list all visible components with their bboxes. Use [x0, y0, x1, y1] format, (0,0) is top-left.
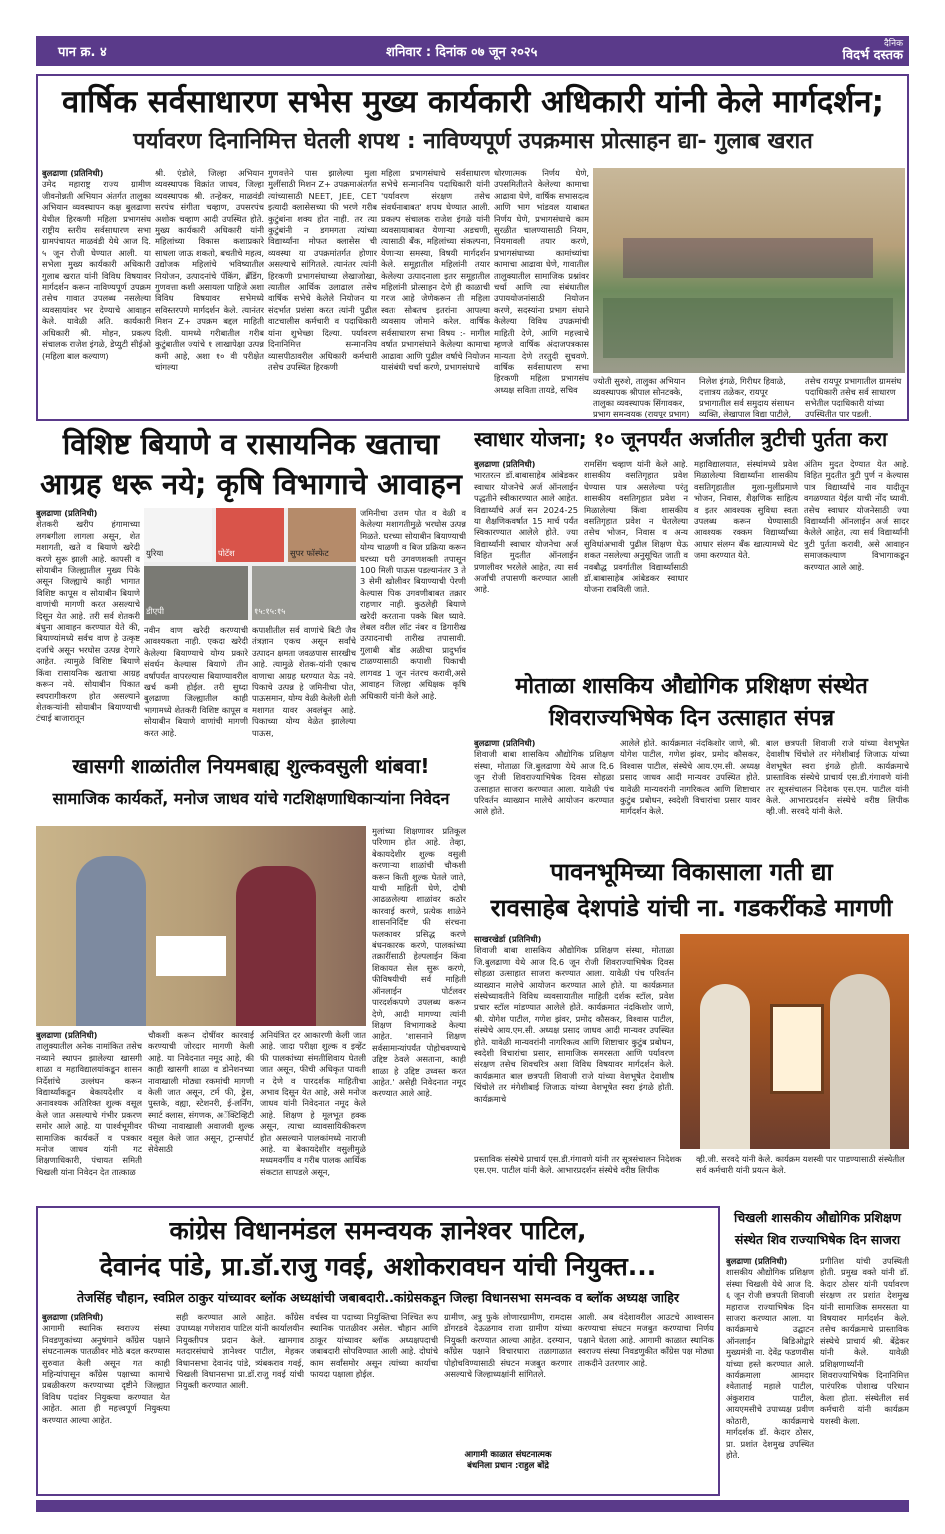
story-fees-col-1	[36, 1030, 142, 1181]
story-seeds-col-2: नवीन वाण खरेदी करण्याची आवश्यकता नाही. एकदा खरेदी केलेल्या बियाण्याचे योग्य प्रकारे संवर्धन केल्यास बियाणे तीन वर्षांपर्यंत वापरल्यास बियाण्यावरील खर्च कमी होईल. तरी सुध्दा बुलढाणा जिल्ह्यातील काही भागामध्ये शेतकरी विशिष्ट कापूस व सोयाबीन बियाणे वाणांची मागणी करत आहे.	[144, 625, 248, 738]
column-text: शिवाजी बाबा शासकिय औद्योगिक प्रशिक्षण संस्था, मोताळा जि.बुलढाणा येथे आज दि.6 जून रोजी शिवराज्याभिषेक दिवस सोहळा उत्साहात साजरा करण्यात आला. यावेळी पंच परिवर्तन व्याख्यान मालेचे आयोजन करण्यात आले होते. या कार्यक्रमात संस्थेच्यावतीने विविध व्यवसायातील माहिती दर्शक स्टॉल, प्रवेश प्रचार स्टॉल मांडण्यात आलेले होते. कार्यक्रमात नंदकिशोर जाणे, श्री. योगेश पाटील, गणेश झंवर, प्रमोद कौसकर, विश्वास पाटील, संस्थेचे आय.एम.सी. अध्यक्ष प्रसाद जाधव आदी मान्यवर उपस्थित होते. यावेळी मान्यवरांनी नागरिकत्व आणि शिष्टाचार कुटुंब प्रबोधन, स्वदेशी विचारांचा प्रसार, सामाजिक समरसता आणि पर्यावरण संरक्षण तसेच शिवचरित्र अशा विविध विषयावर मार्गदर्शन केले. कार्यक्रमात बाल छत्रपती शिवाजी राजे यांच्या वेशभूषेत देवाशीष चिंचोले तर मंगेशीबाई जिजाऊ यांच्या वेशभूषेत स्वरा इंगळे होती. कार्यक्रमाचे	[474, 945, 674, 1104]
image-label: १५:१५:१५	[254, 606, 286, 616]
story-chikhli-iti	[726, 1206, 909, 1496]
story-agm-col-5: धोरणात्मक निर्णय घेणे, उपसमितीतने केलेल्या कामाचा आढावा घेणे, वार्षिक सभासदत्व आणि भाग भांडवल याबाबत निर्णय घेणे, प्रभागसंघाचे काम सुरळीत चालण्यासाठी नियम, नियमावली तयार करणे, प्रभागसंघाच्या कामांच्यांचा कामाचा आढावा घेणे, गावातील तालुक्यातील सामाजिक प्रश्नांवर चर्चा आणि त्या संबंधातील उपाययोजनांसाठी नियोजन करणे, सदस्यांना प्रभाग संघाने केलेल्या विविध उपक्रमांची माहिती देणे, आणि महत्त्वाचे म्हणजे वार्षिक अंदाजपत्रकास मान्यता देणे तरतुदी सुचवणे. वार्षिक सर्वसाधारण सभा हिरकणी महिला प्रभागसंघ अध्यक्ष सविता तायडे, सचिव	[494, 168, 589, 395]
column-text: उमेद महाराष्ट्र राज्य ग्रामीण जीवनोन्नती अभियान अंतर्गत तालुका अभियान व्यवस्थापन कक्ष बुलढाणा येथील हिरकणी महिला प्रभागसंघ राष्ट्रीय स्तरीय सर्वसाधारण सभा ग्रामपंचायत माळवंडी येथे आज दि. ५ जून रोजी घेण्यात आली. या सभेला मुख्य कार्यकारी अधिकारी गुलाब खरात यांनी विविध विषयावर मार्गदर्शन करून नाविण्यपूर्ण उपक्रम तसेच गावात उपलब्ध नसलेल्या व्यवसायांवर भर देण्याचे आवाहन केले. यावेळी अति. कार्यकारी अधिकारी श्री. मोहन, प्रकल्प संचालक राजेश इंगळे, डेप्युटी सीईओ (महिला बाल कल्याण)	[42, 179, 151, 361]
masthead-logo	[842, 38, 903, 62]
story-fees-headline-2: सामाजिक कार्यकर्ते, मनोज जाधव यांचे गटशिक्षणाधिकाऱ्यांना निवेदन	[52, 789, 450, 808]
dateline: बुलढाणा (प्रतिनिधी)	[474, 459, 536, 469]
urea-image	[144, 508, 212, 562]
story-congress-col-1	[42, 1312, 170, 1490]
dateline: बुलढाणा (प्रतिनिधी)	[474, 738, 536, 748]
story-swadhar-col-2: रामसिंग चव्हाण यांनी केले आहे. शासकीय वसतिगृहात प्रवेश घेण्यास पात्र असलेल्या परंतु शासकीय वसतिगृहात प्रवेश न मिळालेल्या किंवा शासकीय वसतिगृहात प्रवेश न घेतलेल्या तसेच भोजन, निवास व अन्य सुविधांअभावी पुढील शिक्षण घेऊ शकत नसलेल्या अनुसूचित जाती व नवबौद्ध प्रवर्गातील विद्यार्थ्यांसाठी डॉ.बाबासाहेब आंबेडकर स्वाधार योजना राबविली जाते.	[584, 459, 688, 595]
photo-floor	[603, 298, 893, 358]
story-motala-col-1	[474, 738, 614, 844]
story-gadkari-headline-1: पावनभूमिच्या विकासाला गती द्या	[550, 858, 833, 886]
story-congress-col-2: सही करण्यात आले आहेत. काँग्रेस उपाध्यक्ष गणेशराव पाटिल यांनी कार्यालयीन नियुक्तीपत्र प्रदान केले. खामगाव मतदारसंघाचे ज्ञानेश्वर पाटील, मेहकर विधानसभा देवानंद पांडे, त्र्यंबकराव गवई, चिखली विधानसभा प्रा.डॉ.राजु गवई यांची नियुक्ती करण्यात आली.	[176, 1312, 304, 1391]
gadkari-caption-2: व्ही.जी. सरवदे यांनी केले. कार्यक्रम यशस्वी पार पाडण्यासाठी संस्थेतील सर्व कर्मचारी यांनी प्रयत्न केले.	[696, 1154, 905, 1175]
photo-person-2	[830, 974, 890, 1149]
story-chikhli-headline-2: संस्थेत शिव राज्याभिषेक दिन साजरा	[734, 1232, 901, 1247]
page-header-band	[36, 36, 909, 66]
dap-image	[144, 566, 248, 620]
story-fees-col-2: चौकशी करून दोषींवर कारवाई करण्याची जोरदार मागणी केली आहे. या निवेदनात नमूद आहे, की काही खासगी शाळा व डोनेशनच्या नावाखाली मोठ्या रकमांची मागणी केली जात असून, टर्म फी, ड्रेस, पुस्तके, वह्या, स्टेशनरी, ई-लर्निंग, स्मार्ट क्लास, संगणक, अॅक्टिव्हिटी फीच्या नावाखाली अवाजवी शुल्क वसूल केले जात असून, ट्रान्सपोर्ट सेवेसाठी	[148, 1030, 254, 1155]
gadkari-photo	[680, 934, 909, 1149]
note-body: बंधनिला प्रधान :राहुल बोंद्रे	[467, 1461, 549, 1471]
story-chikhli-headline-1: चिखली शासकीय औद्योगिक प्रशिक्षण	[733, 1210, 902, 1225]
story-swadhar-headline: स्वाधार योजना; १० जूनपर्यंत अर्जातील त्रुटीची पुर्तता करा	[474, 427, 888, 451]
photo-person-1	[700, 984, 750, 1149]
story-agm-box	[36, 74, 909, 421]
story-fees-headline-1: खासगी शाळांतील नियमबाह्य शुल्कवसुली थांबवा!	[72, 754, 430, 778]
story-motala-headline-1: मोताळा शासकिय औद्योगिक प्रशिक्षण संस्थेत	[515, 674, 868, 699]
agm-caption-2: निलेश इंगळे, गिरीधर हिवाळे, दत्तात्रय तळेकर, रायपूर प्रभागातील सर्व समुदाय संसाधन व्यक्ति, लेखापाल विद्या पाटीले,	[699, 376, 795, 418]
story-agm-col-3: गुणवत्तेने पास झालेल्या मुला मुलींसाठी मिशन Z+ उपक्रमाअंतर्गत त्यांच्यासाठी NEET, JEE, CET इत्यादी क्लासेसच्या फी भरणे गरीब कुटुंबांना शक्य होत नाही. तर त्या कुटुंबांनी न डगमगता त्यांच्या विद्यार्थ्यांना मोफत क्लासेस ची व्यवस्था या उपक्रमांतर्गत होणार असल्याचे सांगितले. त्यानंतर त्यांनी हिरकणी प्रभागसंघाच्या लेखाजोखा, त्यातील आर्थिक उलाढाल तसेच वार्षिक सभेचे केलेले नियोजन या संदर्भात प्रशंसा करत त्यांनी पुढील वाटचालीस कर्मचारी व पदाधिकारी यांना शुभेच्छा दिल्या. पर्यावरण दिनानिमित्त सन्माननिय व्यासपीठावरील अधिकारी कर्मचारी तसेच उपस्थित हिरकणी	[268, 168, 377, 372]
story-swadhar-col-1	[474, 459, 578, 664]
page-date: शनिवार : दिनांक ०७ जून २०२५	[386, 45, 538, 60]
column-text: आगामी स्थानिक स्वराज्य संस्था निवडणुकांच्या अनुषंगाने काँग्रेस पक्षाने संघटनात्मक पातळीवर मोठे बदल करण्यास सुरुवात केली असून गत काही महिन्यांपासून काँग्रेस पक्षाच्या कामाचे प्रबळीकरण करण्याच्या दृष्टीने जिल्ह्यात विविध पदांवर नियुक्त्या करण्यात येत आहेत. आता ही महत्त्वपूर्ण नियुक्त्या करण्यात आल्या आहेत.	[42, 1323, 170, 1425]
column-text: शासकीय औद्योगिक प्रशिक्षण संस्था चिखली येथे आज दि. ६ जून रोजी छत्रपती शिवाजी महाराज राज्याभिषेक दिन साजरा करण्यात आला. या कार्यक्रमाचे उद्घाटन ऑनलाईन बिडिओद्वारे मुख्यमंत्री ना. देवेंद्र फडणवीस यांच्या हस्ते करण्यात आले. कार्यक्रमाला आमदार श्वेताताई महाले पाटील, अंकुशराव पाटील, आयएमसीचे उपाध्यक्ष प्रवीण कोठारी, कार्यक्रमाचे मार्गदर्शक डॉ. केदार ठोसर, प्रा. प्रशांत देशमुख उपस्थित होते.	[726, 1267, 814, 1460]
dateline: बुलढाणा (प्रतिनिधी)	[42, 1312, 104, 1322]
story-seeds-headline-1: विशिष्ट बियाणे व रासायनिक खताचा	[62, 427, 440, 461]
brand-tagline: दैनिक	[883, 39, 903, 49]
npk-image	[252, 566, 356, 620]
potash-image	[216, 508, 284, 562]
story-congress-headline-2: देवानंद पांडे, प्रा.डॉ.राजु गवई, अशोकरावघन यांची नियुक्त...	[99, 1252, 657, 1281]
column-text: शेतकरी खरीप हंगामाच्या लगबगीला लागला असून, शेत मशागती, खते व बियाणे खरेदी करणे सुरू झाली आहे. कापसी व सोयाबीन जिल्ह्यातील मुख्य पिके असून जिल्ह्याचे काही भागात विशिष्ट कापूस व सोयाबीन बियाणे वाणांची मागणी करत असल्याचे दिसून येत आहे. तरी सर्व शेतकरी बंधुना आवाहन करण्यात येते की, बियाण्यांमध्ये सर्वच वाण हे उत्कृष्ट दर्जाचे असून भरघोस उत्पन्न देणारे आहेत. त्यामुळे विशिष्ट बियाणे किंवा रासायनिक खताचा आग्रह करून नये. सोयाबीन पिकात स्वपरागीकरण होत असल्याने शेतकऱ्यांनी सोयाबीन बियाण्याची टंचाई बाजारातून	[36, 519, 140, 724]
story-swadhar	[474, 425, 909, 667]
story-agm-headline: वार्षिक सर्वसाधारण सभेस मुख्य कार्यकारी अधिकारी यांनी केले मार्गदर्शन;	[62, 84, 884, 120]
page-number: पान क्र. ४	[58, 45, 107, 60]
story-congress-col-3: वर्चस्व या पदाच्या नियुक्तिचा निश्चित रूप स्थानिक पातळीवर असेल. चौहान आणि ठाकूर यांच्यावर ब्लॉक अध्यक्षपदाची जबाबदारी सोपविण्यात आली आहे. दोघांचे काम सर्वांसमोर असून त्यांच्या कार्याचा फायदा पक्षाला होईल.	[310, 1312, 438, 1380]
story-agm-col-1	[42, 168, 151, 416]
story-congress-col-5: आली. अब वंदेशावरील आउटचे आश्वासन करण्याचा संघटन मजबुत करण्याचा निर्णय पक्षाने घेतला आहे. आगामी काळात स्थानिक स्वराज्य संस्था निवडणुकीत काँग्रेस पक्ष मोठ्या ताकदीने उतरणार आहे.	[578, 1312, 714, 1368]
image-label: डीएपी	[146, 606, 165, 616]
column-text: तालुक्यातील अनेक नामांकित तसेच नव्याने स्थापन झालेल्या खासगी शाळा व महाविद्यालयांकडून शासन निर्देशांचे उल्लंघन करून विद्यार्थ्यांकडून बेकायदेशीर व अनावश्यक अतिरिक्त शुल्क वसूल केले जात असल्याचे गंभीर प्रकरण समोर आले आहे. या पार्श्वभूमीवर सामाजिक कार्यकर्ते व पत्रकार मनोज जाधव यांनी गट शिक्षणाधिकारी, पंचायत समिती चिखली यांना निवेदन देत तात्काळ	[36, 1041, 142, 1177]
story-seeds	[36, 425, 466, 743]
photo-person-right	[236, 866, 316, 1026]
column-text: भारतरत्न डॉ.बाबासाहेब आंबेडकर स्वाधार योजनेचे अर्ज ऑनलाईन पद्धतीने स्वीकारण्यात आले आहेत. विद्यार्थ्यांचे अर्ज सन 2024-25 या शैक्षणिकवर्षात 15 मार्च पर्यंत स्विकारण्यात आलेले होते. ज्या विद्यार्थ्यांनी स्वाधार योजनेचा अर्ज विहित मुदतीत ऑनलाईन प्रणालीवर भरलेले आहेत, त्या सर्व अर्जांची तपासणी करण्यात आली आहे.	[474, 470, 578, 595]
story-motala-iti	[474, 672, 909, 847]
story-chikhli-col-2: प्रगीतिश यांची उपस्थिती होती. प्रमुख वक्ते यांनी डॉ. केदार ठोसर यांनी पर्यावरण संरक्षण तर प्रशांत देशमुख यांनी सामाजिक समरसता या विषयावर मार्गदर्शन केले. तसेच कार्यक्रमाचे प्रास्ताविक संस्थेचे प्राचार्य श्री. बेंद्रेकर यांनी केले. यावेळी प्रशिक्षणार्थ्यांनी शिवराज्याभिषेक दिनानिमित्त पारंपरिक पोशाख परिधान केला होता. संस्थेतील सर्व कर्मचारी यांनी कार्यक्रम यशस्वी केला.	[820, 1256, 909, 1426]
story-congress-headline-1: कांग्रेस विधानमंडल समन्वयक ज्ञानेश्वर पाटिल,	[169, 1216, 587, 1245]
story-congress-box	[36, 1206, 720, 1496]
agm-meeting-photo	[593, 168, 905, 373]
story-motala-headline-2: शिवराज्यभिषेक दिन उत्साहात संपन्न	[548, 706, 835, 731]
note-title: आगामी काळात संघटनात्मक	[464, 1450, 552, 1460]
story-agm-col-4: महिला प्रभागसंघाचे सर्वसाधारण सभेचे सन्माननिय पदाधिकारी यांनी 'पर्यावरण संरक्षण तसेच संवर्धनाबाबत' शपथ घेण्यात आली. प्रकल्प संचालक राजेश इंगळे यांनी व्यवसायाबाबत येणाऱ्या अडचणी, त्यासाठी बँक, महिलांच्या संकल्पना, येणाऱ्या समस्या, विषयी मार्गदर्शन केले. समूहातील महिलांनी तयार केलेल्या उत्पादनाला इतर समूहातील महिलांनी प्रोत्साहन देणे ही काळाची गरज आहे जेणेकरून ती महिला स्वतः सोबतच इतरांना आपल्या व्यवसाय जोमाने करेल. वार्षिक सर्वसाधारण सभा विषय :- मागील वर्षात प्रभागसंघाने केलेल्या कामाचा आढावा आणि पुढील वर्षाचे नियोजन यासंबंधी चर्चा करणे, प्रभागसंघाचे	[381, 168, 490, 372]
story-fees-col-3: अनियंत्रित दर आकारणी केली जात आहे. जादा परीक्षा शुल्क व इव्हेंट फी पालकांच्या संमतीशिवाय घेतली जात असून, फीची अधिकृत पावती न देणे व पारदर्शक माहितीचा अभाव दिसून येत आहे, असे मनोज जाधव यांनी निवेदनात नमूद केले आहे. शिक्षण हे मूलभूत हक्क असून, त्याचा व्यावसायिकीकरण होत असल्याने पालकांमध्ये नाराजी आहे. या बेकायदेशीर वसुलीमुळे मध्यमवर्गीय व गरीब पालक आर्थिक संकटात सापडले असून,	[260, 1030, 366, 1177]
story-agm-col-2: श्री. एंडोले, जिल्हा अभियान व्यवस्थापक विक्रांत जाधव, जिल्हा व्यवस्थापक श्री. तन्हेकर, माळवंडी सरपंच संगीता चव्हाण, उपसरपंच अशोक चव्हाण आदी उपस्थित होते. मुख्य कार्यकारी अधिकारी यांनी महिलांच्या विकास कशाप्रकारे साधला जाऊ शकतो, बचतीचे महत्व, उद्योजक महिलांचे भविष्यातील नियोजन, उत्पादनांचे पॅकिंग, ब्रँडिंग, गुणवत्ता कशी असायला पाहिजे अशा विविध विषयावर सभेमध्ये सविस्तरपणे मार्गदर्शन केले. त्यानंतर मिशन Z+ उपक्रम बद्दल माहिती दिली. यामध्ये गरीबातील गरीब कुटुंबातील ज्यांचे १ लाखापेक्षा उत्पन्न कमी आहे, अशा १० वी परीक्षेत चांगल्या	[155, 168, 264, 372]
story-seeds-col-1	[36, 508, 140, 740]
story-swadhar-col-4: अंतिम मुदत देण्यात येत आहे. विहित मुदतीत त्रुटी पुर्ण न केल्यास पात्र विद्यार्थ्यांचे नाव यादीतून वगळण्यात येईल याची नोंद घ्यावी. तसेच स्वाधार योजनेसाठी ज्या विद्यार्थ्यांनी ऑनलाईन अर्ज सादर केलेले आहेत, त्या सर्व विद्यार्थ्यांनी त्रुटी पुर्तता करावी, असे आवाहन समाजकल्याण विभागाकडून करण्यात आले आहे.	[804, 459, 909, 572]
story-seeds-headline-2: आग्रह धरू नये; कृषि विभागाचे आवाहन	[40, 467, 462, 501]
fertilizer-photo-grid	[144, 508, 356, 620]
dateline: बुलढाणा (प्रतिनिधी)	[36, 508, 98, 518]
story-motala-col-2: आलेले होते. कार्यक्रमात नंदकिशोर जाणे, श्री. योगेश पाटील, गणेश झंवर, प्रमोद कौसकर, विश्वास पाटील, संस्थेचे आय.एम.सी. अध्यक्ष प्रसाद जाधव आदी मान्यवर उपस्थित होते. यावेळी मान्यवरांनी नागरिकत्व आणि शिष्टाचार कुटुंब प्रबोधन, स्वदेशी विचारांचा प्रसार यावर मार्गदर्शन केले.	[620, 738, 760, 817]
story-swadhar-col-3: महाविद्यालयात, संस्थांमध्ये प्रवेश मिळालेल्या विद्यार्थ्यांना शासकीय वसतिगृहातील मुला-मुलींप्रमाणे भोजन, निवास, शैक्षणिक साहित्य व इतर आवश्यक सुविधा स्वतः उपलब्ध करून घेण्यासाठी आवश्यक रक्कम विद्यार्थ्यांच्या आधार संलग्न बँक खात्यामध्ये थेट जमा करण्यात येते.	[694, 459, 798, 561]
story-gadkari	[474, 852, 909, 1192]
agm-caption-3: तसेच रायपूर प्रभागातील ग्रामसंघ पदाधिकारी तसेच सर्व साधारण सभेतील पदाधिकारी यांच्या उपस्थितीत पार पडली.	[805, 376, 902, 418]
photo-document	[156, 936, 226, 976]
story-school-fees	[36, 752, 466, 1184]
superphosphate-image	[288, 508, 356, 562]
brand-name: विदर्भ दस्तक	[842, 48, 903, 63]
photo-people-row	[623, 238, 873, 278]
memorandum-photo	[36, 826, 366, 1026]
dateline: बुलढाणा (प्रतिनिधी)	[42, 168, 104, 178]
photo-portrait-frame	[770, 1004, 824, 1094]
image-label: युरिया	[146, 548, 164, 558]
dateline: बुलढाणा (प्रतिनिधी)	[726, 1256, 788, 1266]
story-seeds-col-4: जमिनीचा उत्तम पोत व वेळी व केलेल्या मशागतीमुळे भरघोस उत्पन्न मिळते. घरच्या सोयाबीन बियाण्याची योग्य चाळणी व बिज प्रक्रिया करून घरच्या घरी उगवणशक्ती तपासून 100 मिली पाऊस पडल्यानंतर 3 ते 3 सेमी खोलीवर बियाण्याची पेरणी केल्यास पिक उगवणीबाबत तक्रार राहणार नाही. कुठलेही बियाणे खरेदी करताना पक्के बिल घ्यावे. लेबल वरील लॉट नंबर व डिगारीख उत्पादनाची तारीख तपासावी. गुलाबी बोंड अळीचा प्रादुर्भाव टाळण्यासाठी कपाशी पिकाची लागवड 1 जून नंतरच करावी,असे आवाहन जिल्हा अधिक्षक कृषि अधिकारी यांनी केले आहे.	[360, 508, 466, 701]
story-gadkari-headline-2: रावसाहेब देशपांडे यांची ना. गडकरींकडे मागणी	[490, 894, 893, 922]
page-footer-band	[36, 1500, 909, 1512]
story-seeds-col-3: कपाशीतील सर्व वाणांचे बिटी जैव तंत्रज्ञान एकच असून सर्वांचे उत्पादन क्षमता जवळपास सारखीच आहे. त्यामुळे शेतक-यांनी एकाच वाणाचा आग्रह धरण्यात येऊ नये. पिकाचे उत्पन्न हे जमिनीचा पोत, पाऊसमान, योग्य वेळी केलेली शेती मशागत यावर अवलंबून आहे. पिकाच्या योग्य वेळेत झालेल्या पाऊस,	[252, 625, 356, 738]
dateline: साखरखेर्डा (प्रतिनिधी)	[474, 934, 542, 944]
story-congress-subhead: तेजसिंह चौहान, स्वप्निल ठाकुर यांच्यावर ब्लॉक अध्यक्षांची जबाबदारी..कांग्रेसकडून जिल्हा विधानसभा समन्वक व ब्लॉक अध्यक्ष जाहिर	[77, 1290, 679, 1305]
congress-note	[444, 1450, 572, 1490]
agm-caption-1: ज्योती सुरुशे, तालुका अभियान व्यवस्थापक श्रीपाल सोनटक्के, तालुका व्यवस्थापक सिंगावकर, प्रभाग समन्वयक (रायपूर प्रभाग)	[593, 376, 690, 418]
image-label: पोटॅश	[218, 548, 235, 558]
gadkari-caption-1: प्रस्ताविक संस्थेचे प्राचार्य एस.डी.गंगावणे यांनी तर सूत्रसंचालन निदेशक एस.एम. पाटील यांनी केले. आभारप्रदर्शन संस्थेचे वरीष्ठ लिपीक	[474, 1154, 682, 1175]
story-congress-col-4: ग्रामीण, अत्रु फुके लोणारग्रामीण, रामदास डोंगरडवे देऊळगाव राजा ग्रामीण यांच्या नियुक्ती करण्यात आल्या आहेत. दरम्यान, काँग्रेस पक्षाने विचारधारा तळागाळात पोहोचविण्यासाठी संघटन मजबुत करणार असल्याचे जिल्हाध्यक्षांनी सांगितले.	[444, 1312, 572, 1380]
dateline: बुलढाणा (प्रतिनिधी)	[36, 1030, 98, 1040]
story-motala-col-3: बाल छत्रपती शिवाजी राजे यांच्या वेशभूषेत देवाशीष चिंचोले तर मंगेशीबाई जिजाऊ यांच्या वेशभूषेत स्वरा इंगळे होती. कार्यक्रमाचे प्रास्ताविक संस्थेचे प्राचार्य एस.डी.गंगावणे यांनी तर सूत्रसंचालन निदेशक एस.एम. पाटील यांनी केले. आभारप्रदर्शन संस्थेचे वरीष्ठ लिपीक व्ही.जी. सरवदे यांनी केले.	[766, 738, 909, 817]
photo-person-left	[76, 856, 146, 1026]
story-chikhli-col-1	[726, 1256, 814, 1492]
story-gadkari-body	[474, 934, 674, 1149]
story-agm-subhead: पर्यावरण दिनानिमित्त घेतली शपथ : नाविण्यपूर्ण उपक्रमास प्रोत्साहन द्या- गुलाब खरात	[133, 129, 813, 154]
column-text: शिवाजी बाबा शासकिय औद्योगिक प्रशिक्षण संस्था, मोताळा जि.बुलढाणा येथे आज दि.6 जून रोजी शिवराज्याभिषेक दिवस सोहळा उत्साहात साजरा करण्यात आला. यावेळी पंच परिवर्तन व्याख्यान मालेचे आयोजन करण्यात आले होते.	[474, 749, 614, 817]
image-label: सुपर फॉस्फेट	[290, 548, 329, 558]
story-fees-right-col: मुलांच्या शिक्षणावर प्रतिकूल परिणाम होत आहे. तेव्हा, बेकायदेशीर शुल्क वसुली करणाऱ्या शाळांची चौकशी करून किती शुल्क घेतले जाते, याची माहिती घेणे, दोषी आढळलेल्या शाळांवर कठोर कारवाई करणे, प्रत्येक शाळेने शासननिर्दिष्ट फी संरचना फलकावर प्रसिद्ध करणे बंधनकारक करणे, पालकांच्या तक्रारींसाठी हेल्पलाईन किंवा शिकायत सेल सुरू करणे, फीविषयीची सर्व माहिती ऑनलाईन पोर्टलवर पारदर्शकपणे उपलब्ध करून देणे, आदी मागण्या त्यांनी शिक्षण विभागाकडे केल्या आहेत. 'शासनाने शिक्षण सर्वसामान्यांपर्यंत पोहोचवण्याचे उद्दिष्ट ठेवले असताना, काही शाळा हे उद्दिष्ट उध्वस्त करत आहेत.' असेही निवेदनात नमूद करण्यात आले आहे.	[372, 826, 466, 1099]
